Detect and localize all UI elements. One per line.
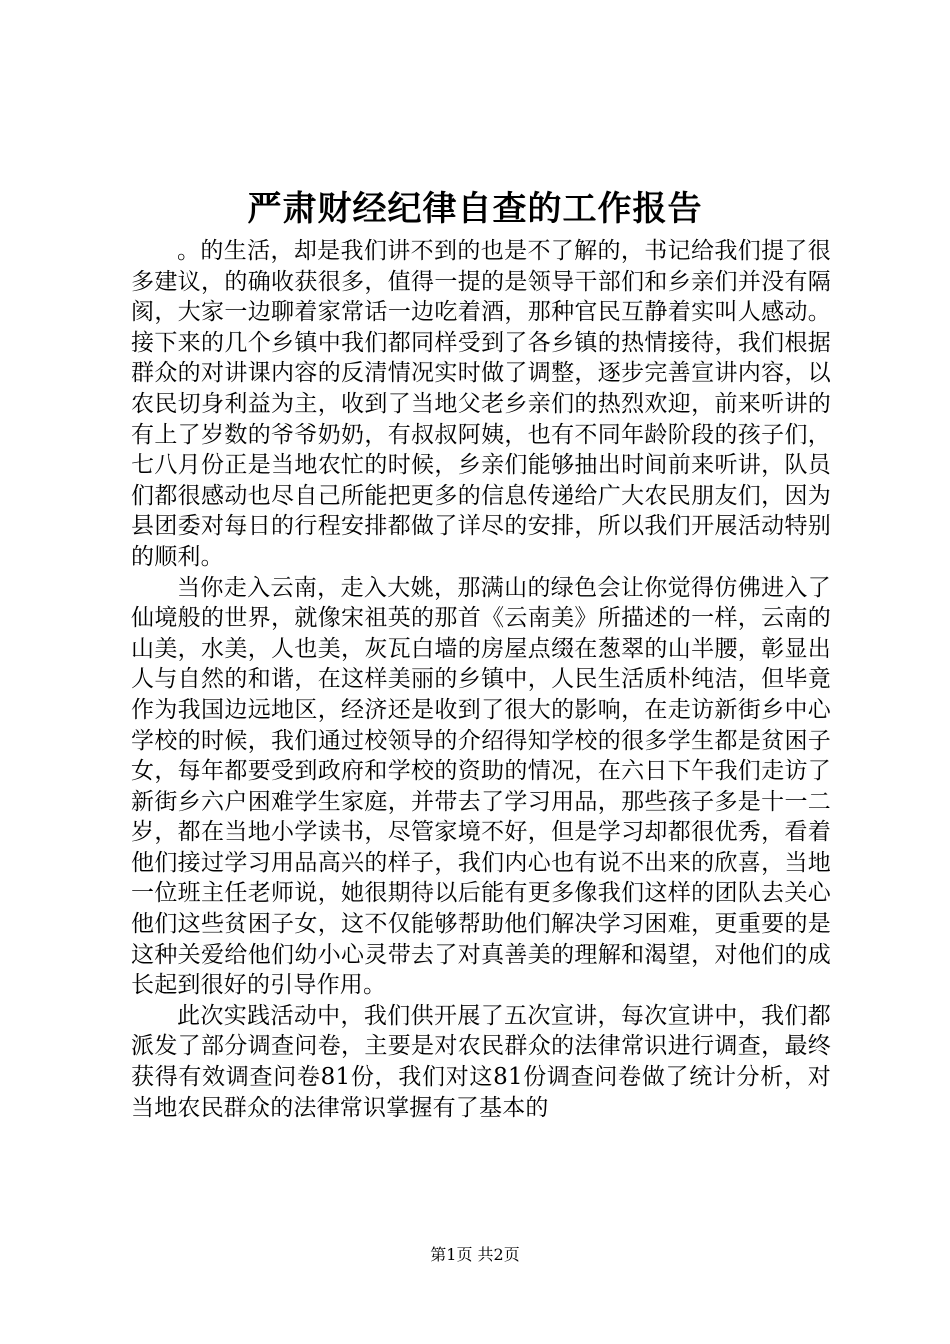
document-title: 严肃财经纪律自查的工作报告 — [247, 189, 703, 229]
page-number-footer: 第1页 共2页 — [430, 1245, 520, 1264]
paragraph-1: 。的生活，却是我们讲不到的也是不了解的，书记给我们提了很多建议，的确收获很多，值得一提的是领导干部们和乡亲们并没有隔阂，大家一边聊着家常话一边吃着酒，那种官民互静着实叫人感动。接下来的几个乡镇中我们都同样受到了各乡镇的热情接待，我们根据群众的对讲课内容的反清情况实时做了调整，逐步完善宣讲内容，以农民切身利益为主，收到了当地父老乡亲们的热烈欢迎，前来听讲的有上了岁数的爷爷奶奶，有叔叔阿姨，也有不同年龄阶段的孩子们，七八月份正是当地农忙的时候，乡亲们能够抽出时间前来听讲，队员们都很感动也尽自己所能把更多的信息传递给广大农民朋友们，因为县团委对每日的行程安排都做了详尽的安排，所以我们开展活动特别的顺利。 — [131, 238, 831, 570]
paragraph-3: 此次实践活动中，我们供开展了五次宣讲，每次宣讲中，我们都派发了部分调查问卷，主要是对农民群众的法律常识进行调查，最终获得有效调查问卷81份，我们对这81份调查问卷做了统计分析，对当地农民群众的法律常识掌握有了基本的 — [131, 1002, 831, 1121]
document-body — [131, 236, 831, 1123]
paragraph-2: 当你走入云南，走入大姚，那满山的绿色会让你觉得仿佛进入了仙境般的世界，就像宋祖英的那首《云南美》所描述的一样，云南的山美，水美，人也美，灰瓦白墙的房屋点缀在葱翠的山半腰，彰显出人与自然的和谐，在这样美丽的乡镇中，人民生活质朴纯洁，但毕竟作为我国边远地区，经济还是收到了很大的影响，在走访新街乡中心学校的时候，我们通过校领导的介绍得知学校的很多学生都是贫困子女，每年都要受到政府和学校的资助的情况，在六日下午我们走访了新街乡六户困难学生家庭，并带去了学习用品，那些孩子多是十一二岁，都在当地小学读书，尽管家境不好，但是学习却都很优秀，看着他们接过学习用品高兴的样子，我们内心也有说不出来的欣喜，当地一位班主任老师说，她很期待以后能有更多像我们这样的团队去关心他们这些贫困子女，这不仅能够帮助他们解决学习困难，更重要的是这种关爱给他们幼小心灵带去了对真善美的理解和渴望，对他们的成长起到很好的引导作用。 — [131, 574, 831, 999]
